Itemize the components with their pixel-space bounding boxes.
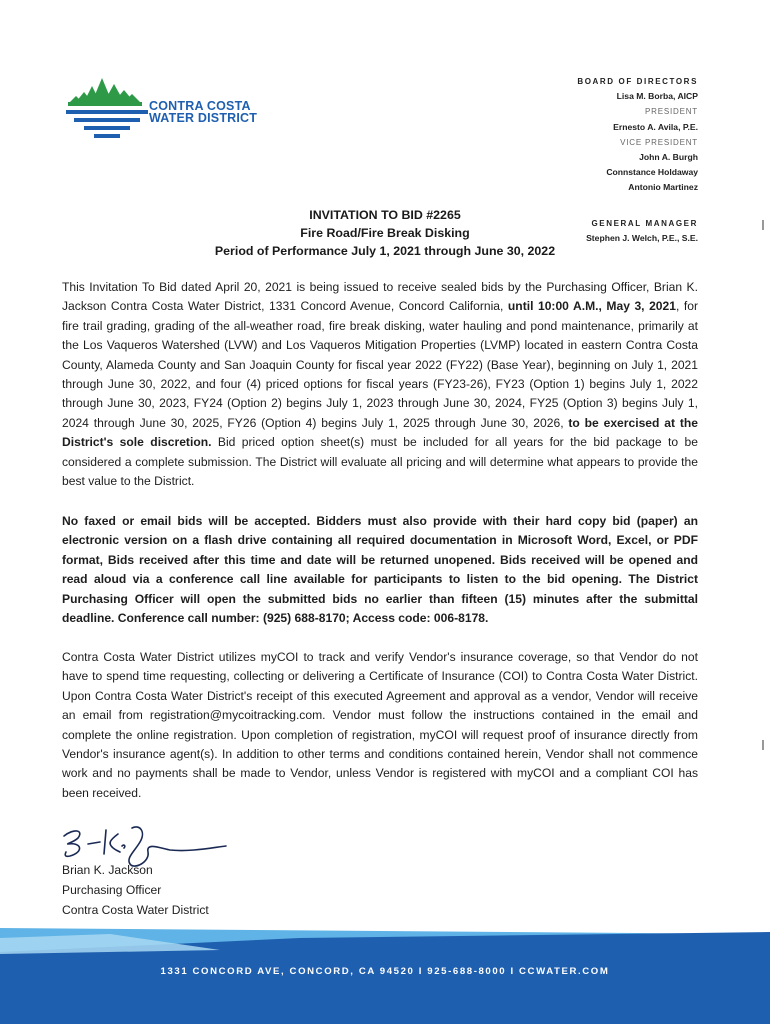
board-member-name: Connstance Holdaway <box>606 167 698 178</box>
paragraph-insurance: Contra Costa Water District utilizes myCOI to track and verify Vendor's insurance coverage, so that Vendor do not have to spend time requesting, collecting or delivering a Certificate of Insurance (COI) to Contra Costa Water District. Upon Contra Costa Water District's receipt of this executed Agreement and approval as a vendor, Vendor will receive an email from registration@mycoitracking.com. Vendor must follow the instructions contained in the email and complete the online registration. Upon completion of registration, myCOI will request proof of insurance directly from Vendor's insurance agent(s). In addition to other terms and conditions contained herein, Vendor shall not commence work and no payments shall be made to Vendor, unless Vendor is registered with myCOI and a compliant COI has been received. <box>62 650 698 800</box>
scan-edge-mark <box>762 220 764 230</box>
signer-block <box>62 860 209 920</box>
general-manager-name: Stephen J. Welch, P.E., S.E. <box>586 232 698 243</box>
board-heading: BOARD OF DIRECTORS <box>577 77 698 86</box>
board-member-name: John A. Burgh <box>639 152 698 163</box>
org-name-line2: WATER DISTRICT <box>149 110 258 125</box>
org-name-line1: CONTRA COSTA <box>149 99 251 113</box>
board-member-name: Antonio Martinez <box>628 182 698 193</box>
title-bid-number: INVITATION TO BID #2265 <box>309 208 461 222</box>
sole-discretion-clause: to be exercised at the District's sole discretion. <box>62 415 698 450</box>
paragraph-submission-rules: No faxed or email bids will be accepted. Bidders must also provide with their hard copy bid (paper) an electronic version on a flash drive containing all required documentation in Microsoft Word, Excel, or PDF format, Bids received after this time and date will be returned unopened. Bids received will be opened and read aloud via a conference call line available for participants to listen to the bid opening. The District Purchasing Officer will open the submitted bids no earlier than fifteen (15) minutes after the submittal deadline. Conference call number: (925) 688-8170; Access code: 006-8178. <box>62 514 698 626</box>
org-name <box>149 101 257 124</box>
paragraph-invitation-text: , for fire trail grading, grading of the all-weather road, fire break disking, water hauling and pond maintenance, primarily at the Los Vaqueros Watershed (LVW) and Los Vaqueros Mitigation Properties (LVMP) located in eastern Contra Costa County, Alameda County and San Joaquin County for fiscal year 2022 (FY22) (Base Year), beginning on July 1, 2021 through June 30, 2022, and four (4) priced options for fiscal years (FY23-26), FY23 (Option 1) begins July 1, 2022 through June 30, 2023, FY24 (Option 2) begins July 1, 2023 through June 30, 2024, FY25 (Option 3) begins July 1, 2024 through June 30, 2025, FY26 (Option 4) begins July 1, 2025 through June 30, 2026, <box>62 299 698 430</box>
title-project: Fire Road/Fire Break Disking <box>300 226 470 240</box>
general-manager-heading: GENERAL MANAGER <box>591 218 698 228</box>
signer-title: Purchasing Officer <box>62 883 162 897</box>
signer-org: Contra Costa Water District <box>62 903 209 917</box>
board-member-name: Ernesto A. Avila, P.E. <box>613 121 698 132</box>
board-member-title: PRESIDENT <box>645 107 698 117</box>
paragraph-invitation <box>62 278 698 491</box>
paragraph-invitation-text: Bid priced option sheet(s) must be included for all years for the bid package to be considered a complete submission. The District will evaluate all pricing and will determine what appears to provide the best value to the District. <box>62 435 699 489</box>
title-period: Period of Performance July 1, 2021 through June 30, 2022 <box>214 244 556 258</box>
footer-contact: 1331 CONCORD AVE, CONCORD, CA 94520 I 925-688-8000 I CCWATER.COM <box>160 966 610 977</box>
bid-deadline: until 10:00 A.M., May 3, 2021 <box>507 299 676 314</box>
signer-name: Brian K. Jackson <box>62 863 153 877</box>
paragraph-invitation-text: This Invitation To Bid dated April 20, 2021 is being issued to receive sealed bids by the Purchasing Officer, Brian K. Jackson Contra Costa Water District, 1331 Concord Avenue, Concord California, <box>62 280 698 314</box>
document-title <box>190 206 580 260</box>
board-of-directors <box>577 74 698 246</box>
board-member-name: Lisa M. Borba, AICP <box>616 91 698 102</box>
board-member-title: VICE PRESIDENT <box>620 137 698 147</box>
scan-edge-mark <box>762 740 764 750</box>
